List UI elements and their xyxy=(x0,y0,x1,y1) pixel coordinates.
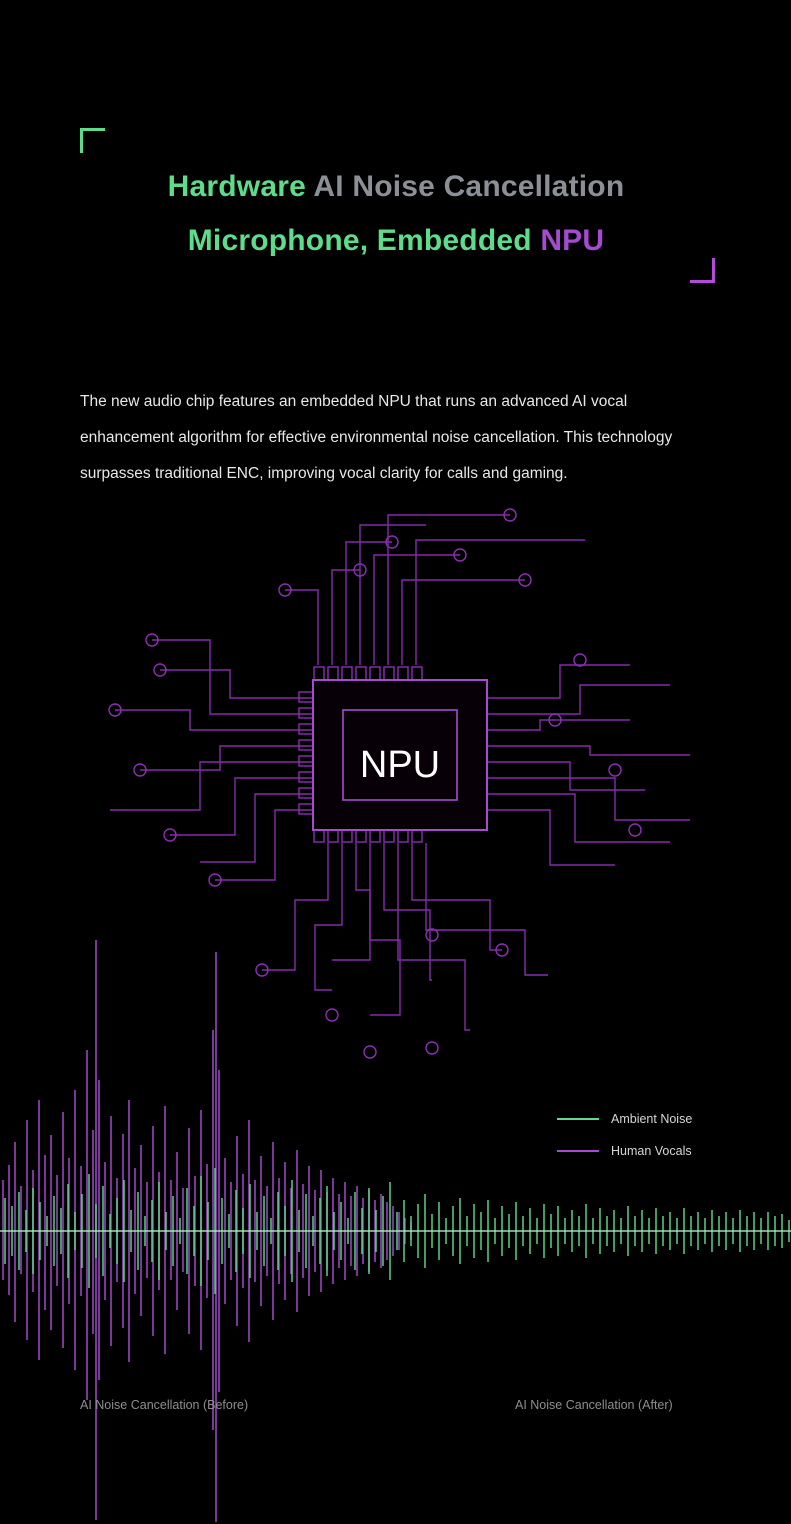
legend-label-ambient-noise: Ambient Noise xyxy=(611,1112,693,1126)
caption-before: AI Noise Cancellation (Before) xyxy=(80,1398,249,1412)
title-segment-hardware: Hardware xyxy=(167,170,306,203)
title-segment-ai-noise-cancellation: AI Noise Cancellation xyxy=(313,170,625,203)
legend-item-ambient-noise xyxy=(557,1108,717,1130)
legend-swatch-human-vocals xyxy=(557,1150,599,1152)
legend-label-human-vocals: Human Vocals xyxy=(611,1144,692,1158)
title-segment-npu: NPU xyxy=(540,224,605,257)
waveform-visualization xyxy=(0,930,791,1524)
body-paragraph: The new audio chip features an embedded NPU that runs an advanced AI vocal enhancement algorithm for effective environmental noise cancellation. This technology surpasses traditional ENC, improving vocal clarity for calls and gaming. xyxy=(80,392,673,482)
legend-swatch-ambient-noise xyxy=(557,1118,599,1120)
waveform-legend xyxy=(557,1108,717,1172)
page-title xyxy=(60,160,732,268)
chip-label: NPU xyxy=(359,744,441,786)
corner-bracket-top-left xyxy=(80,128,105,153)
caption-after: AI Noise Cancellation (After) xyxy=(515,1398,673,1412)
legend-item-human-vocals xyxy=(557,1140,717,1162)
title-segment-microphone-embedded: Microphone, Embedded xyxy=(187,224,532,257)
